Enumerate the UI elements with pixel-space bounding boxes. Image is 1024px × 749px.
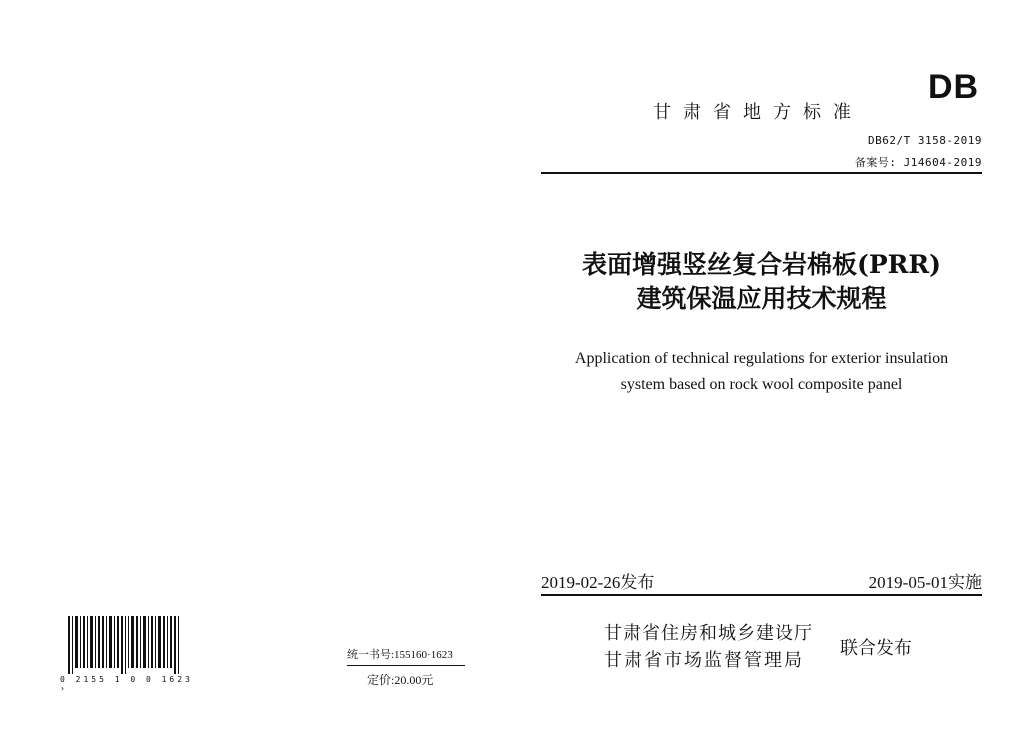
record-number: 备案号: J14604-2019 (854, 156, 982, 169)
standard-type: 甘肃省地方标准 (653, 102, 863, 123)
unified-book-number: 统一书号:155160·1623 (347, 649, 453, 661)
title-line-2: 建筑保温应用技术规程 (636, 284, 887, 313)
english-title-line-1: Application of technical regulations for exterior insulation (574, 350, 949, 367)
barcode-image (60, 616, 184, 674)
english-title (541, 346, 982, 398)
top-divider (541, 172, 982, 174)
price-divider (347, 665, 465, 666)
standard-number: DB62/T 3158-2019 (868, 134, 982, 147)
issuer-housing-dept: 甘肃省住房和城乡建设厅 (604, 623, 813, 644)
barcode-digits: 0 2155 1 0 0 1623 › (60, 675, 193, 693)
english-title-line-2: system based on rock wool composite panel (620, 376, 903, 393)
price: 定价:20.00元 (367, 673, 434, 687)
title-line-1: 表面增强竖丝复合岩棉板(PRR) (581, 250, 941, 279)
issuer-market-bureau: 甘肃省市场监督管理局 (604, 650, 804, 671)
db-logo: DB (928, 68, 980, 106)
document-title (541, 248, 982, 316)
joint-issue-label: 联合发布 (840, 638, 912, 659)
implement-date: 2019-05-01实施 (868, 573, 982, 592)
bottom-divider (541, 594, 982, 596)
publish-date: 2019-02-26发布 (541, 573, 655, 592)
